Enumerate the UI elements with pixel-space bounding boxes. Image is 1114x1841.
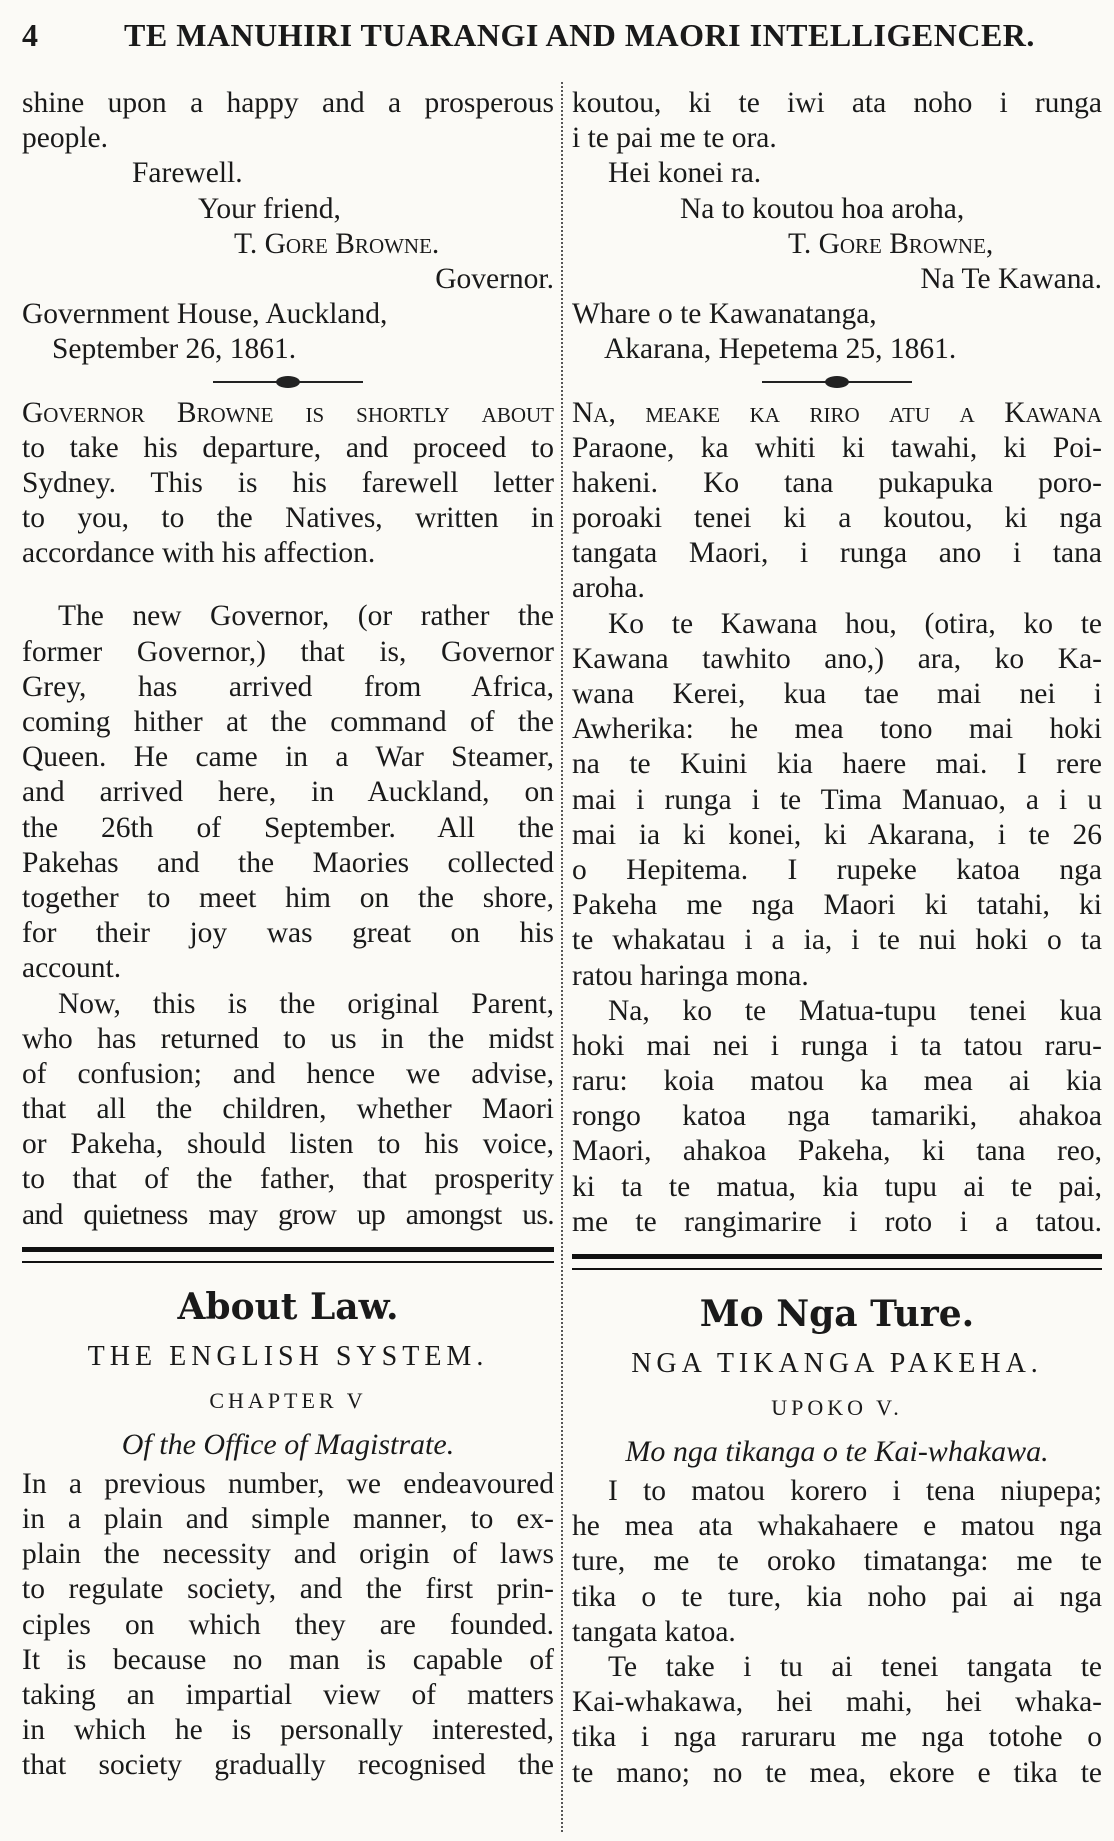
letter-date: Akarana, Hepetema 25, 1861. [604, 333, 957, 366]
paragraph [22, 987, 554, 1233]
text-line: Governor Browne is shortly about [22, 396, 554, 429]
text-line: Kawana tawhito ano,) ara, ko Ka- [572, 642, 1102, 675]
paragraph [572, 994, 1102, 1240]
text-line: Queen. He came in a War Steamer, [22, 741, 554, 774]
text-line: and quietness may grow up amongst us. [22, 1198, 554, 1231]
text-line: coming hither at the command of the [22, 706, 554, 738]
text-line: aroha. [572, 572, 645, 605]
text-line: tangata katoa. [572, 1615, 736, 1648]
text-line: Maori, ahakoa Pakeha, ki tana reo, [572, 1135, 1102, 1168]
text-line: koutou, ki te iwi ata noho i runga [572, 87, 1102, 119]
text-line: who has returned to us in the midst [22, 1022, 554, 1055]
section-subtitle: NGA TIKANGA PAKEHA. [631, 1348, 1043, 1379]
text-line: Pakeha me nga Maori ki tatahi, ki [572, 889, 1102, 922]
section-title: Mo Nga Ture. [699, 1293, 975, 1335]
text-line: to that of the father, that prosperity [22, 1163, 554, 1196]
text-line: na te Kuini kia haere mai. I rere [572, 748, 1102, 781]
text-line: wana Kerei, kua tae mai nei i [572, 678, 1102, 710]
text-line: raru: koia matou ka mea ai kia [572, 1065, 1102, 1098]
english-column [22, 86, 554, 1784]
newspaper-title: TE MANUHIRI TUARANGI AND MAORI INTELLIGENCER. [124, 17, 1035, 53]
text-line: of confusion; and hence we advise, [22, 1057, 554, 1090]
text-line: Now, this is the original Parent, [58, 987, 554, 1020]
letter-closing: Na to koutou hoa aroha, [680, 192, 965, 225]
letter-signature: T. Gore Browne. [234, 227, 440, 260]
text-line: Ko te Kawana hou, (otira, ko te [608, 607, 1102, 640]
text-line: shine upon a happy and a prosperous [22, 87, 554, 119]
chapter-title: Mo nga tikanga o te Kai-whakawa. [625, 1435, 1049, 1468]
letter-farewell: Hei konei ra. [608, 157, 762, 190]
text-line: Na, meake ka riro atu a Kawana [572, 396, 1102, 429]
text-line: ratou haringa mona. [572, 959, 809, 992]
text-line: Te take i tu ai tenei tangata te [608, 1650, 1102, 1683]
paragraph [22, 396, 554, 572]
text-line: tangata Maori, i runga ano i tana [572, 537, 1102, 570]
text-line: the 26th of September. All the [22, 811, 554, 844]
text-line: Kai-whakawa, hei mahi, hei whaka- [572, 1686, 1102, 1719]
text-line: Na, ko te Matua-tupu tenei kua [608, 994, 1102, 1027]
text-line: hakeni. Ko tana pukapuka poro- [572, 466, 1102, 499]
paragraph [22, 1467, 554, 1784]
text-line: Awherika: he mea tono mai hoki [572, 713, 1102, 746]
paragraph [572, 607, 1102, 994]
text-line: ciples on which they are founded. [22, 1608, 554, 1641]
column-divider [561, 82, 564, 1832]
page-header [22, 10, 1092, 60]
text-line: plain the necessity and origin of laws [22, 1538, 554, 1571]
text-line: he mea ata whakahaere e matou nga [572, 1510, 1102, 1543]
text-line: account. [22, 952, 122, 985]
text-line: i te pai me te ora. [572, 122, 777, 155]
paragraph [572, 396, 1102, 607]
maori-column [572, 86, 1102, 1791]
text-line: o Hepitema. I rupeke katoa nga [572, 853, 1102, 886]
text-line: in which he is personally interested, [22, 1714, 554, 1747]
letter-farewell: Farewell. [132, 157, 243, 190]
text-line: that society gradually recognised the [22, 1749, 554, 1782]
text-line: te mano; no te mea, ekore e tika te [572, 1756, 1102, 1789]
letter-signatory-title: Governor. [435, 262, 554, 295]
text-line: to you, to the Natives, written in [22, 502, 554, 535]
chapter-title: Of the Office of Magistrate. [121, 1427, 455, 1461]
text-line: mai i runga i te Tima Manuao, a i u [572, 783, 1102, 816]
text-line: in a plain and simple manner, to ex- [22, 1503, 554, 1535]
text-line: poroaki tenei ki a koutou, ki nga [572, 502, 1102, 535]
letter-closing: Your friend, [198, 192, 341, 225]
text-line: ki ta te matua, kia tupu ai te pai, [572, 1170, 1102, 1203]
text-line: mai ia ki konei, ki Akarana, i te 26 [572, 818, 1102, 851]
text-line: tika o te ture, kia noho pai ai nga [572, 1580, 1102, 1613]
letter-place: Whare o te Kawanatanga, [572, 298, 877, 331]
text-line: rongo katoa nga tamariki, ahakoa [572, 1100, 1102, 1133]
chapter-heading: UPOKO V. [771, 1395, 903, 1420]
section-subtitle: THE ENGLISH SYSTEM. [87, 1340, 489, 1372]
text-line: former Governor,) that is, Governor [22, 635, 554, 668]
ornament-divider [572, 368, 1102, 396]
text-line: me te rangimarire i roto i a tatou. [572, 1205, 1102, 1238]
letter-signature: T. Gore Browne, [788, 227, 994, 260]
text-line: It is because no man is capable of [22, 1643, 554, 1676]
text-line: The new Governor, (or rather the [58, 600, 554, 633]
text-line: Grey, has arrived from Africa, [22, 670, 554, 703]
letter-date: September 26, 1861. [52, 333, 297, 366]
text-line: taking an impartial view of matters [22, 1678, 554, 1711]
letter-signatory-title: Na Te Kawana. [920, 262, 1102, 295]
ornament-divider [22, 368, 554, 396]
text-line: Paraone, ka whiti ki tawahi, ki Poi- [572, 431, 1102, 464]
text-line: Sydney. This is his farewell letter [22, 466, 554, 499]
text-line: te whakatau i a ia, i te nui hoki o ta [572, 924, 1102, 957]
text-line: ture, me te oroko timatanga: me te [572, 1545, 1102, 1578]
paragraph [572, 1474, 1102, 1791]
text-line: or Pakeha, should listen to his voice, [22, 1128, 554, 1161]
section-rule [572, 1254, 1102, 1270]
text-line: hoki mai nei i runga i ta tatou raru- [572, 1029, 1102, 1062]
text-line: to take his departure, and proceed to [22, 431, 554, 464]
paragraph [22, 599, 554, 986]
text-line: together to meet him on the shore, [22, 881, 554, 914]
text-line: people. [22, 122, 109, 155]
section-title: About Law. [177, 1285, 399, 1328]
text-line: that all the children, whether Maori [22, 1093, 554, 1126]
text-line: Pakehas and the Maories collected [22, 846, 554, 879]
letter-place: Government House, Auckland, [22, 298, 388, 331]
section-rule [22, 1247, 554, 1263]
text-line: for their joy was great on his [22, 917, 554, 950]
page-number: 4 [22, 17, 39, 53]
text-line: I to matou korero i tena niupepa; [608, 1475, 1102, 1507]
text-line: accordance with his affection. [22, 537, 376, 570]
text-line: In a previous number, we endeavoured [22, 1467, 554, 1500]
text-line: tika i nga raruraru me nga totohe o [572, 1721, 1102, 1754]
chapter-heading: CHAPTER V [209, 1387, 367, 1413]
text-line: and arrived here, in Auckland, on [22, 776, 554, 809]
text-line: to regulate society, and the first prin- [22, 1573, 554, 1606]
